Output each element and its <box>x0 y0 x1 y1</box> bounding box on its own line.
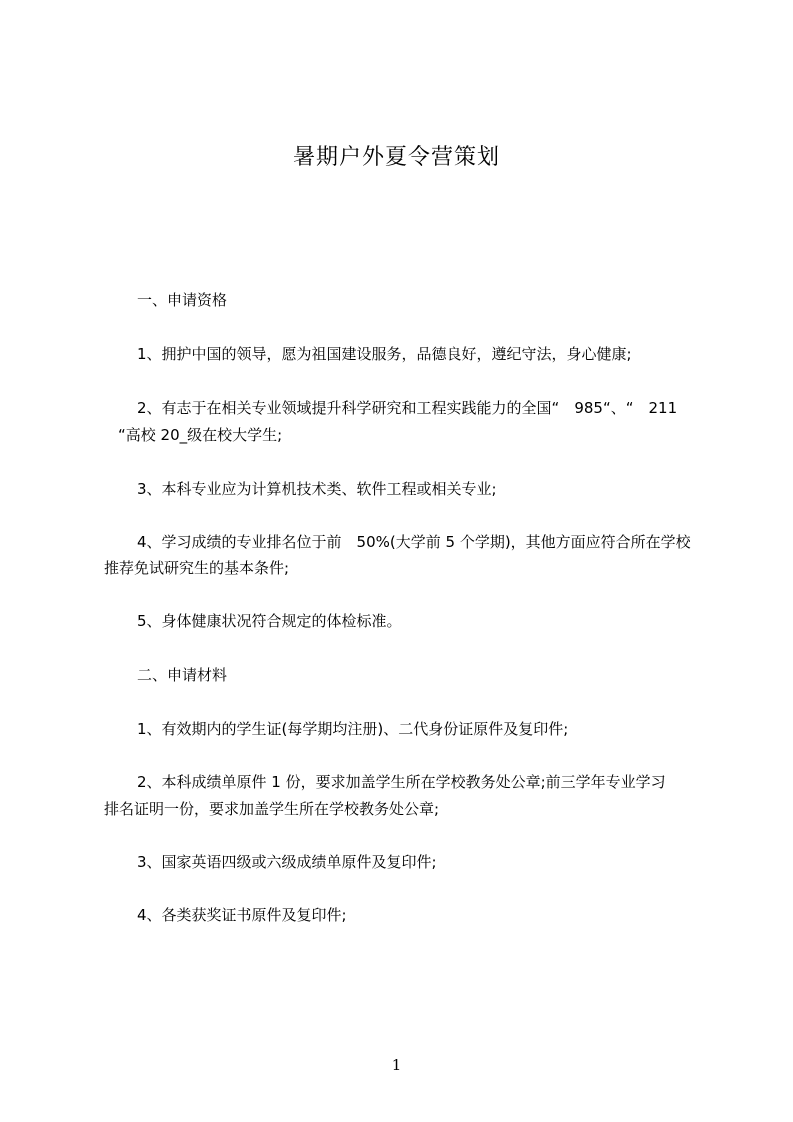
eligibility-item-2-line-1: 2、有志于在相关专业领域提升科学研究和工程实践能力的全国“ 985“、“ 211 <box>137 399 678 417</box>
eligibility-item-1: 1、拥护中国的领导，愿为祖国建设服务，品德良好，遵纪守法，身心健康; <box>137 345 632 363</box>
section-heading-eligibility: 一、申请资格 <box>137 291 228 309</box>
materials-item-1: 1、有效期内的学生证(每学期均注册)、二代身份证原件及复印件; <box>137 720 569 738</box>
eligibility-item-3: 3、本科专业应为计算机技术类、软件工程或相关专业; <box>137 480 497 498</box>
eligibility-item-4-line-1: 4、学习成绩的专业排名位于前 50%(大学前 5 个学期)，其他方面应符合所在学校 <box>137 533 691 551</box>
materials-item-4: 4、各类获奖证书原件及复印件; <box>137 906 347 924</box>
eligibility-item-4-line-2: 推荐免试研究生的基本条件; <box>104 559 290 577</box>
section-heading-materials: 二、申请材料 <box>137 666 228 684</box>
eligibility-item-2-line-2: “高校 20_级在校大学生; <box>118 426 283 444</box>
materials-item-2-line-2: 排名证明一份，要求加盖学生所在学校教务处公章; <box>104 800 440 818</box>
materials-item-2-line-1: 2、本科成绩单原件 1 份，要求加盖学生所在学校教务处公章;前三学年专业学习 <box>137 773 666 791</box>
page-number: 1 <box>391 1056 402 1074</box>
eligibility-item-5: 5、身体健康状况符合规定的体检标准。 <box>137 612 402 630</box>
document-title: 暑期户外夏令营策划 <box>292 145 500 170</box>
materials-item-3: 3、国家英语四级或六级成绩单原件及复印件; <box>137 853 437 871</box>
